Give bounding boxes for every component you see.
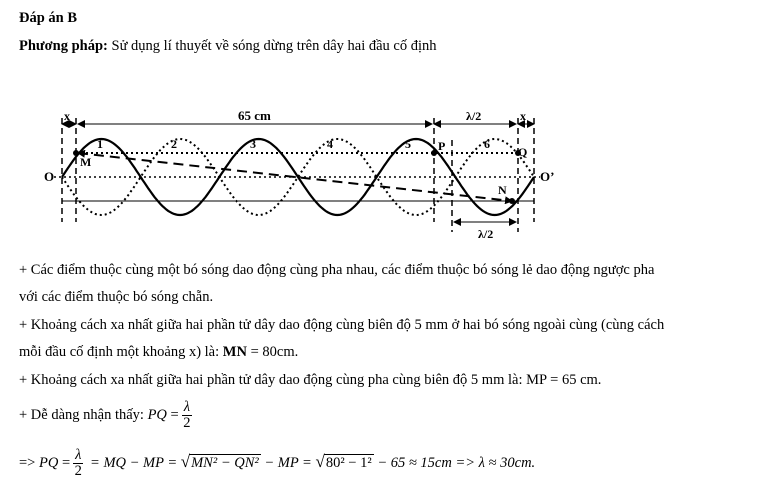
fraction-lambda-half [182,400,192,431]
radical-1: MN² − QN² [191,454,259,471]
standing-wave-diagram [40,100,570,240]
label-65cm: 65 cm [238,108,271,123]
sqrt-symbol-1: √ [180,451,191,471]
loop-number-2: 2 [171,137,177,151]
loop-number-4: 4 [327,137,333,151]
loop-number-1: 1 [97,137,103,151]
point-3-line: + Khoảng cách xa nhất giữa hai phần tử dây dao động cùng pha cùng biên độ 5 mm là: MP = 65 cm. [19,372,602,388]
label-N: N [498,183,507,197]
point-4-lhs: PQ [147,406,167,423]
method-text: Sử dụng lí thuyết về sóng dừng trên dây hai đầu cố định [107,38,437,54]
label-Q: Q [518,145,528,159]
label-x-right: x [520,109,526,123]
fraction-denominator: 2 [183,415,191,431]
formula-tail: − 65 ≈ 15cm => λ ≈ 30cm. [373,454,536,471]
label-O-prime: O’ [540,169,555,184]
point-2-post: = 80cm. [246,344,299,360]
label-P: P [438,139,446,153]
label-half-lambda-top: λ/2 [466,109,482,123]
label-O: O [44,169,55,184]
radical-2: 80² − 1² [325,454,372,471]
formula-fraction [73,448,83,479]
answer-heading: Đáp án B [19,10,78,26]
formula-denominator: 2 [74,463,82,479]
sqrt-symbol-2: √ [315,451,325,471]
loop-number-5: 5 [405,137,411,151]
formula-numerator: λ [75,447,82,463]
point-2-mn: MN [222,344,247,360]
label-half-lambda-bottom: λ/2 [478,227,494,240]
formula-line: => PQ = $\frac{\lambda}{2}$ = MQ − MP = √MN² − QN² − MP = √80² − 1² − 65 ≈ 15cm => λ ≈ 30cm. [19,447,536,479]
point-1-line1: + Các điểm thuộc cùng một bó sóng dao động cùng pha nhau, các điểm thuộc bó sóng lẻ dao động ngược pha [19,262,655,278]
formula-pq: PQ [38,454,59,471]
formula-minus-mp: − MP = [260,454,316,471]
method-line [19,38,437,55]
loop-number-6: 6 [484,137,490,151]
method-label: Phương pháp: [19,38,108,54]
point-4-pre: + Dễ dàng nhận thấy: [19,406,148,423]
point-2-line2 [19,344,298,361]
point-2-line1: + Khoảng cách xa nhất giữa hai phần tử dây dao động cùng biên độ 5 mm ở hai bó sóng ngoài cùng (cùng cách [19,317,665,333]
point-1-line2: với các điểm thuộc bó sóng chẵn. [19,289,214,305]
point-2-pre: mỗi đầu cố định một khoảng x) là: [19,344,223,360]
wave-solid [62,139,534,215]
loop-number-3: 3 [250,137,256,151]
point-N-marker [509,198,515,204]
fraction-numerator: λ [183,399,191,415]
formula-mid: = MQ − MP = [86,454,181,471]
point-4-line: + Dễ dàng nhận thấy: PQ = $\frac{\lambda}{2}$ [19,399,191,431]
formula-arrow: => [19,454,39,471]
label-M: M [80,155,92,169]
label-x-left: x [64,109,70,123]
point-P-marker [431,150,437,156]
point-M-marker [73,150,79,156]
